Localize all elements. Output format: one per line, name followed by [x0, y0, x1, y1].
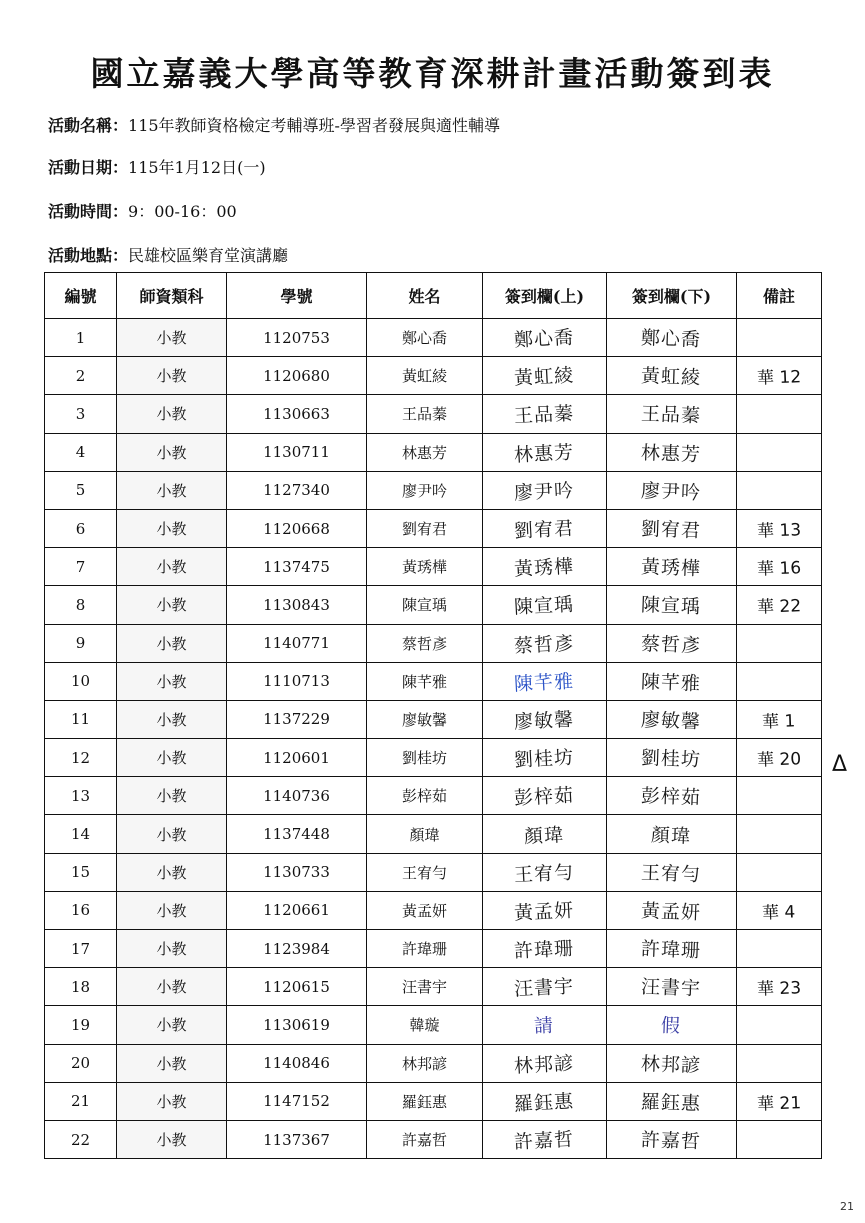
table-header-row: [45, 273, 822, 319]
table-row: [45, 891, 822, 929]
handwritten-signature: 彭梓茹: [514, 784, 576, 810]
cell-remark: [737, 509, 822, 547]
cell-student-id: 1120668: [227, 509, 367, 547]
remark-handwriting: 華 22: [756, 596, 802, 619]
cell-student-id: 1130711: [227, 433, 367, 471]
header-remark: 備註: [737, 273, 822, 319]
cell-number: 17: [45, 930, 117, 968]
cell-category: 小教: [117, 739, 227, 777]
handwritten-signature: 羅鈺惠: [641, 1090, 702, 1115]
info-label: 活動名稱：: [48, 116, 129, 135]
info-value: 民雄校區樂育堂演講廳: [128, 246, 289, 265]
table-row: [45, 1044, 822, 1082]
info-activity-date: [48, 155, 266, 178]
info-label: 活動日期：: [48, 158, 129, 177]
cell-student-id: 1127340: [227, 471, 367, 509]
table-row: [45, 853, 822, 891]
cell-number: 2: [45, 357, 117, 395]
handwritten-signature: 劉桂坊: [641, 747, 702, 772]
cell-remark: [737, 930, 822, 968]
cell-signature-afternoon: [607, 739, 737, 777]
cell-number: 15: [45, 853, 117, 891]
page-title: 國立嘉義大學高等教育深耕計畫活動簽到表: [90, 54, 775, 93]
cell-category: 小教: [117, 815, 227, 853]
cell-name: 王品蓁: [367, 395, 483, 433]
cell-remark: [737, 777, 822, 815]
cell-name: 廖尹吟: [367, 471, 483, 509]
cell-signature-afternoon: [607, 891, 737, 929]
cell-name: 鄭心喬: [367, 319, 483, 357]
info-value: 115年1月12日(一): [128, 158, 266, 177]
handwritten-signature: 黃虹綾: [641, 365, 702, 390]
cell-student-id: 1120680: [227, 357, 367, 395]
cell-category: 小教: [117, 1044, 227, 1082]
cell-signature-afternoon: [607, 1082, 737, 1120]
cell-student-id: 1140736: [227, 777, 367, 815]
header-sign-morning: 簽到欄(上): [483, 273, 607, 319]
table-row: [45, 509, 822, 547]
cell-number: 12: [45, 739, 117, 777]
cell-signature-afternoon: [607, 662, 737, 700]
cell-signature-afternoon: [607, 624, 737, 662]
cell-category: 小教: [117, 395, 227, 433]
cell-number: 18: [45, 968, 117, 1006]
table-row: [45, 777, 822, 815]
cell-student-id: 1120753: [227, 319, 367, 357]
cell-name: 廖敏馨: [367, 700, 483, 738]
cell-category: 小教: [117, 853, 227, 891]
cell-remark: [737, 1120, 822, 1158]
cell-remark: [737, 700, 822, 738]
info-activity-name: [48, 113, 500, 136]
cell-student-id: 1120661: [227, 891, 367, 929]
cell-number: 10: [45, 662, 117, 700]
cell-signature-morning: [483, 1082, 607, 1120]
cell-number: 11: [45, 700, 117, 738]
table-row: [45, 471, 822, 509]
cell-name: 黃虹綾: [367, 357, 483, 395]
cell-name: 許嘉哲: [367, 1120, 483, 1158]
cell-signature-afternoon: [607, 319, 737, 357]
cell-category: 小教: [117, 433, 227, 471]
cell-category: 小教: [117, 777, 227, 815]
handwritten-signature: 顏瑋: [651, 823, 692, 848]
triangle-margin-mark: Δ: [832, 752, 848, 777]
cell-signature-afternoon: [607, 586, 737, 624]
table-row: [45, 319, 822, 357]
cell-student-id: 1123984: [227, 930, 367, 968]
cell-student-id: 1140771: [227, 624, 367, 662]
cell-signature-morning: [483, 433, 607, 471]
table-row: [45, 624, 822, 662]
handwritten-signature: 蔡哲彥: [514, 632, 576, 658]
cell-name: 韓璇: [367, 1006, 483, 1044]
handwritten-signature: 汪書宇: [514, 975, 576, 1001]
cell-number: 19: [45, 1006, 117, 1044]
handwritten-signature: 黃孟妍: [641, 899, 702, 924]
header-number: 編號: [45, 273, 117, 319]
cell-student-id: 1147152: [227, 1082, 367, 1120]
cell-category: 小教: [117, 662, 227, 700]
cell-name: 陳宣瑀: [367, 586, 483, 624]
table-row: [45, 1082, 822, 1120]
cell-student-id: 1110713: [227, 662, 367, 700]
cell-number: 6: [45, 509, 117, 547]
cell-signature-morning: [483, 662, 607, 700]
remark-handwriting: 華 20: [756, 749, 802, 771]
info-activity-time: [48, 199, 237, 222]
cell-signature-morning: [483, 1120, 607, 1158]
cell-category: 小教: [117, 1120, 227, 1158]
cell-number: 20: [45, 1044, 117, 1082]
cell-signature-morning: [483, 1006, 607, 1044]
cell-category: 小教: [117, 586, 227, 624]
cell-name: 羅鈺惠: [367, 1082, 483, 1120]
cell-category: 小教: [117, 509, 227, 547]
cell-number: 9: [45, 624, 117, 662]
cell-signature-afternoon: [607, 395, 737, 433]
handwritten-signature: 王品蓁: [514, 402, 576, 429]
cell-student-id: 1137229: [227, 700, 367, 738]
cell-signature-afternoon: [607, 548, 737, 586]
cell-student-id: 1140846: [227, 1044, 367, 1082]
remark-handwriting: 華 13: [756, 520, 802, 542]
cell-remark: [737, 662, 822, 700]
cell-signature-morning: [483, 853, 607, 891]
cell-signature-morning: [483, 548, 607, 586]
cell-category: 小教: [117, 319, 227, 357]
header-name: 姓名: [367, 273, 483, 319]
handwritten-signature: 林惠芳: [641, 441, 702, 466]
cell-number: 13: [45, 777, 117, 815]
cell-name: 劉桂坊: [367, 739, 483, 777]
handwritten-signature: 陳芊雅: [514, 670, 576, 696]
cell-signature-morning: [483, 319, 607, 357]
cell-number: 21: [45, 1082, 117, 1120]
info-value: 9：00-16：00: [128, 202, 237, 221]
table-row: [45, 586, 822, 624]
cell-signature-afternoon: [607, 930, 737, 968]
table-row: [45, 700, 822, 738]
remark-handwriting: 華 23: [756, 978, 802, 1001]
cell-student-id: 1137475: [227, 548, 367, 586]
cell-signature-afternoon: [607, 1006, 737, 1044]
table-row: [45, 1006, 822, 1044]
cell-number: 16: [45, 891, 117, 929]
cell-name: 蔡哲彥: [367, 624, 483, 662]
cell-signature-afternoon: [607, 471, 737, 509]
cell-category: 小教: [117, 624, 227, 662]
cell-category: 小教: [117, 1082, 227, 1120]
table-row: [45, 662, 822, 700]
table-body: [45, 319, 822, 1159]
cell-signature-morning: [483, 624, 607, 662]
remark-handwriting: 華 1: [762, 711, 797, 733]
cell-name: 黃琇樺: [367, 548, 483, 586]
handwritten-signature: 王品蓁: [641, 403, 702, 428]
cell-number: 7: [45, 548, 117, 586]
handwritten-signature: 劉宥君: [514, 517, 576, 543]
handwritten-signature: 黃琇樺: [514, 555, 576, 581]
table-row: [45, 548, 822, 586]
cell-signature-morning: [483, 815, 607, 853]
cell-name: 林邦諺: [367, 1044, 483, 1082]
handwritten-signature: 王宥勻: [641, 861, 702, 886]
cell-student-id: 1137367: [227, 1120, 367, 1158]
cell-category: 小教: [117, 548, 227, 586]
handwritten-signature: 劉桂坊: [514, 746, 576, 772]
info-label: 活動時間：: [48, 202, 129, 221]
handwritten-signature: 黃虹綾: [514, 364, 576, 390]
cell-signature-morning: [483, 586, 607, 624]
handwritten-signature: 顏瑋: [524, 823, 566, 848]
cell-number: 1: [45, 319, 117, 357]
handwritten-signature: 廖尹吟: [514, 479, 576, 505]
cell-name: 王宥勻: [367, 853, 483, 891]
table-row: [45, 968, 822, 1006]
cell-remark: [737, 433, 822, 471]
cell-signature-morning: [483, 739, 607, 777]
cell-signature-afternoon: [607, 509, 737, 547]
cell-remark: [737, 1044, 822, 1082]
cell-remark: [737, 357, 822, 395]
handwritten-signature: 黃琇樺: [641, 556, 702, 581]
sign-in-table: [44, 272, 822, 1159]
info-activity-location: [48, 243, 288, 266]
cell-signature-afternoon: [607, 433, 737, 471]
cell-signature-morning: [483, 471, 607, 509]
cell-name: 顏瑋: [367, 815, 483, 853]
cell-remark: [737, 853, 822, 891]
cell-category: 小教: [117, 1006, 227, 1044]
cell-remark: [737, 968, 822, 1006]
cell-remark: [737, 586, 822, 624]
handwritten-signature: 陳芊雅: [641, 670, 702, 695]
cell-category: 小教: [117, 968, 227, 1006]
cell-remark: [737, 471, 822, 509]
cell-number: 22: [45, 1120, 117, 1158]
cell-signature-morning: [483, 777, 607, 815]
handwritten-signature: 鄭心喬: [514, 326, 576, 352]
cell-remark: [737, 395, 822, 433]
header-student-id: 學號: [227, 273, 367, 319]
cell-remark: [737, 319, 822, 357]
handwritten-signature: 請: [534, 1014, 556, 1038]
header-category: 師資類科: [117, 273, 227, 319]
remark-handwriting: 華 4: [762, 902, 797, 924]
cell-category: 小教: [117, 357, 227, 395]
table-row: [45, 433, 822, 471]
cell-category: 小教: [117, 471, 227, 509]
cell-remark: [737, 891, 822, 929]
cell-signature-afternoon: [607, 815, 737, 853]
table-row: [45, 739, 822, 777]
cell-signature-afternoon: [607, 1044, 737, 1082]
cell-remark: [737, 548, 822, 586]
cell-name: 劉宥君: [367, 509, 483, 547]
cell-category: 小教: [117, 930, 227, 968]
cell-number: 3: [45, 395, 117, 433]
cell-remark: [737, 739, 822, 777]
table-row: [45, 395, 822, 433]
table-row: [45, 815, 822, 853]
header-sign-afternoon: 簽到欄(下): [607, 273, 737, 319]
cell-student-id: 1120601: [227, 739, 367, 777]
cell-category: 小教: [117, 700, 227, 738]
handwritten-signature: 廖敏馨: [641, 708, 702, 734]
cell-signature-morning: [483, 395, 607, 433]
cell-signature-afternoon: [607, 853, 737, 891]
cell-number: 4: [45, 433, 117, 471]
handwritten-signature: 許嘉哲: [514, 1128, 576, 1154]
handwritten-signature: 廖尹吟: [641, 479, 702, 504]
cell-student-id: 1137448: [227, 815, 367, 853]
handwritten-signature: 假: [661, 1015, 682, 1038]
handwritten-signature: 廖敏馨: [514, 708, 576, 734]
remark-handwriting: 華 21: [756, 1093, 802, 1115]
cell-number: 5: [45, 471, 117, 509]
cell-signature-afternoon: [607, 1120, 737, 1158]
handwritten-signature: 許嘉哲: [641, 1128, 702, 1154]
cell-signature-afternoon: [607, 700, 737, 738]
cell-signature-morning: [483, 891, 607, 929]
cell-number: 14: [45, 815, 117, 853]
cell-signature-afternoon: [607, 357, 737, 395]
handwritten-signature: 林邦諺: [514, 1052, 576, 1078]
handwritten-signature: 王宥勻: [514, 861, 576, 887]
remark-handwriting: 華 16: [756, 558, 802, 580]
cell-signature-morning: [483, 700, 607, 738]
cell-student-id: 1130733: [227, 853, 367, 891]
cell-remark: [737, 624, 822, 662]
cell-remark: [737, 1006, 822, 1044]
handwritten-signature: 羅鈺惠: [514, 1090, 576, 1116]
handwritten-signature: 陳宣瑀: [514, 593, 576, 619]
cell-signature-morning: [483, 509, 607, 547]
cell-student-id: 1130843: [227, 586, 367, 624]
handwritten-signature: 劉宥君: [641, 517, 702, 543]
cell-name: 許瑋珊: [367, 930, 483, 968]
handwritten-signature: 彭梓茹: [641, 785, 702, 810]
cell-signature-morning: [483, 1044, 607, 1082]
cell-signature-afternoon: [607, 968, 737, 1006]
handwritten-signature: 鄭心喬: [641, 327, 702, 352]
cell-remark: [737, 815, 822, 853]
handwritten-signature: 黃孟妍: [514, 899, 576, 925]
table-row: [45, 930, 822, 968]
info-label: 活動地點：: [48, 246, 129, 265]
handwritten-signature: 林邦諺: [641, 1052, 702, 1077]
cell-student-id: 1130663: [227, 395, 367, 433]
table-row: [45, 1120, 822, 1158]
cell-signature-morning: [483, 968, 607, 1006]
cell-student-id: 1120615: [227, 968, 367, 1006]
cell-number: 8: [45, 586, 117, 624]
handwritten-signature: 陳宣瑀: [641, 594, 702, 619]
cell-name: 黃孟妍: [367, 891, 483, 929]
cell-signature-afternoon: [607, 777, 737, 815]
page-number: 21: [840, 1200, 854, 1213]
handwritten-signature: 林惠芳: [514, 441, 576, 467]
cell-name: 陳芊雅: [367, 662, 483, 700]
cell-student-id: 1130619: [227, 1006, 367, 1044]
cell-name: 彭梓茹: [367, 777, 483, 815]
table-row: [45, 357, 822, 395]
cell-remark: [737, 1082, 822, 1120]
cell-category: 小教: [117, 891, 227, 929]
handwritten-signature: 許瑋珊: [514, 937, 576, 963]
cell-name: 林惠芳: [367, 433, 483, 471]
cell-signature-morning: [483, 930, 607, 968]
handwritten-signature: 蔡哲彥: [641, 632, 702, 657]
cell-name: 汪書宇: [367, 968, 483, 1006]
handwritten-signature: 許瑋珊: [641, 938, 702, 963]
cell-signature-morning: [483, 357, 607, 395]
handwritten-signature: 汪書宇: [641, 976, 702, 1001]
info-value: 115年教師資格檢定考輔導班-學習者發展與適性輔導: [128, 116, 500, 135]
remark-handwriting: 華 12: [756, 367, 802, 390]
